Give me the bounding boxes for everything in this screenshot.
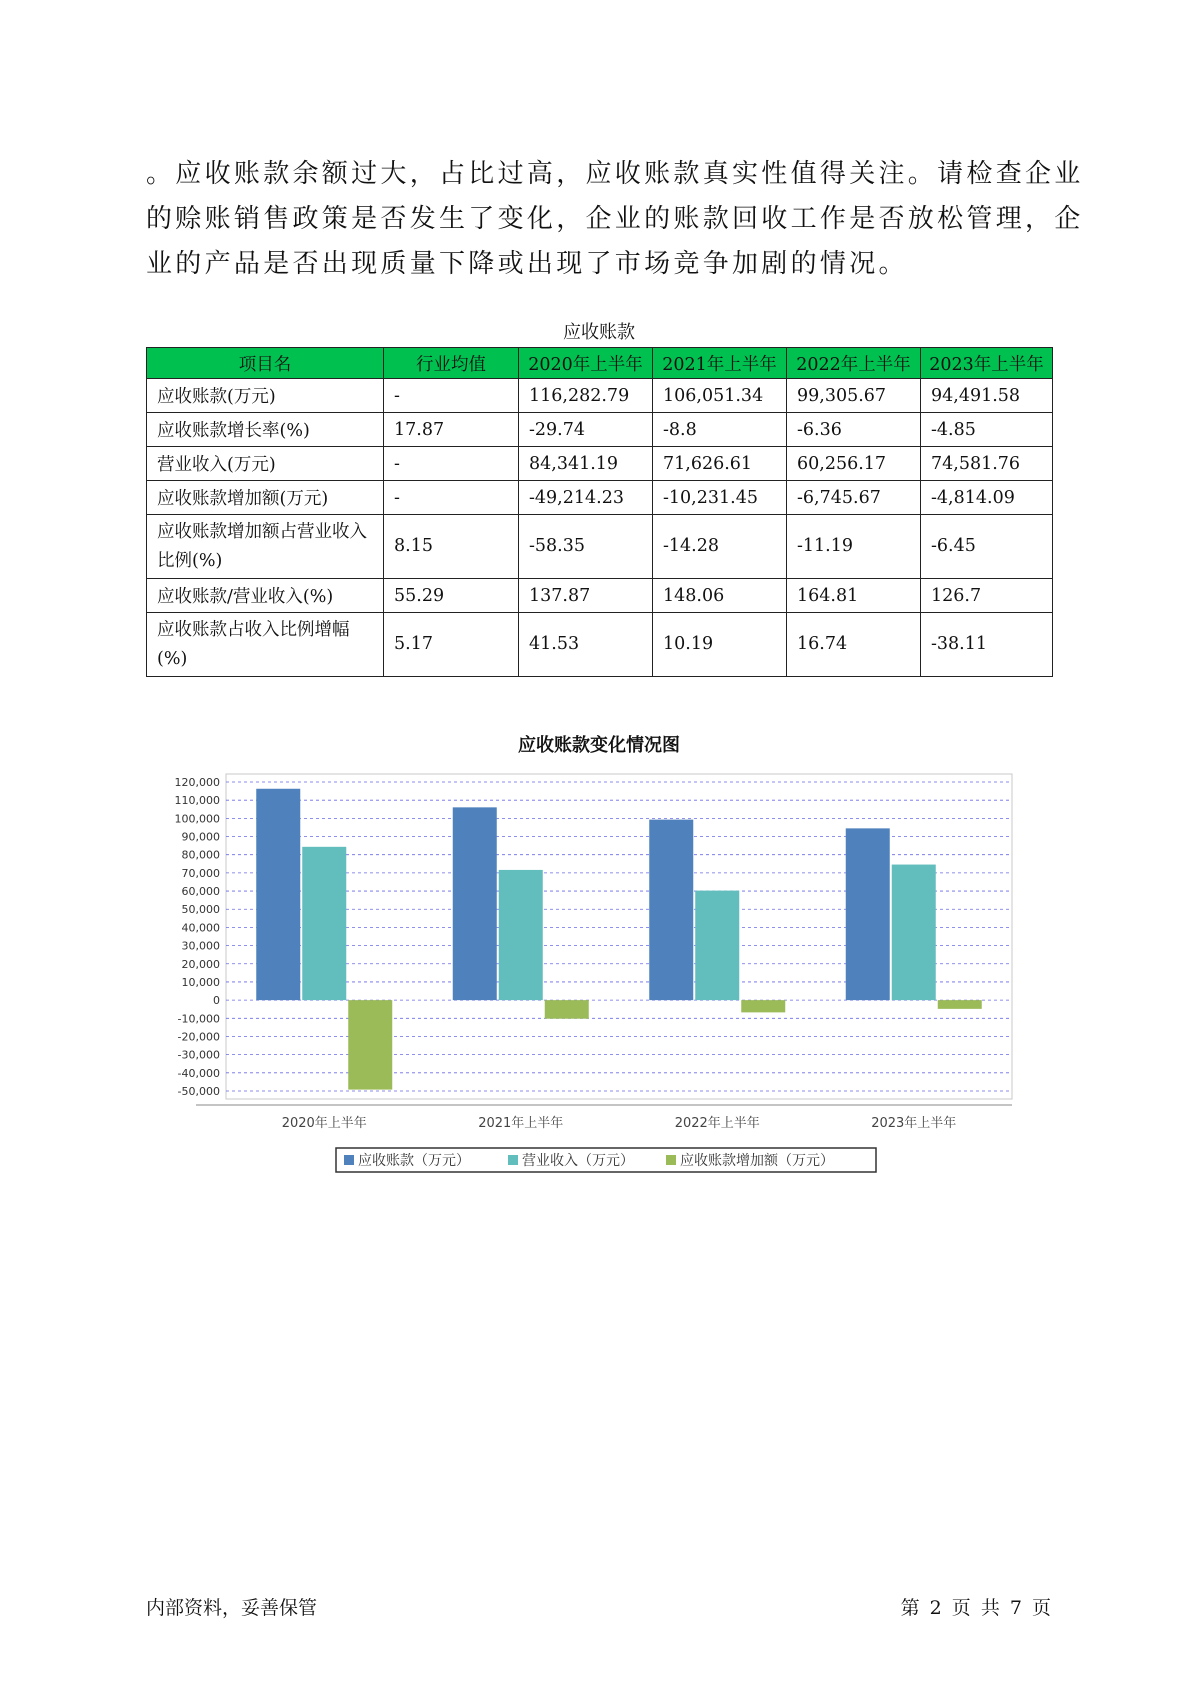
table-header-row — [147, 348, 1053, 379]
table-row — [147, 413, 1053, 447]
y-tick-label: 60,000 — [181, 885, 220, 899]
legend-label: 营业收入（万元） — [522, 1153, 634, 1169]
y-tick-label: -20,000 — [177, 1030, 220, 1044]
table-cell: - — [384, 447, 519, 481]
y-tick-label: 80,000 — [181, 848, 220, 862]
receivables-bar-chart — [146, 760, 1052, 1190]
bar — [256, 789, 300, 1000]
table-cell: -14.28 — [653, 515, 787, 579]
table-cell: 应收账款增加额占营业收入比例(%) — [147, 515, 384, 579]
table-cell: 148.06 — [653, 579, 787, 613]
y-tick-label: -50,000 — [177, 1085, 220, 1098]
x-tick-label: 2020年上半年 — [281, 1116, 367, 1131]
table-caption: 应收账款 — [563, 322, 635, 343]
table-cell: -4.85 — [921, 413, 1053, 447]
receivables-table — [146, 347, 1053, 677]
table-cell: 99,305.67 — [787, 379, 921, 413]
intro-line: 。应收账款余额过大，占比过高，应收账款真实性值得关注。请检查企业 — [146, 159, 1084, 189]
table-cell: 116,282.79 — [519, 379, 653, 413]
table-cell: 55.29 — [384, 579, 519, 613]
table-cell: -11.19 — [787, 515, 921, 579]
intro-paragraph — [146, 152, 1084, 287]
table-cell: 106,051.34 — [653, 379, 787, 413]
bar — [302, 847, 346, 1000]
table-cell: 8.15 — [384, 515, 519, 579]
y-tick-label: 30,000 — [181, 939, 220, 953]
table-row — [147, 613, 1053, 677]
table-cell: 10.19 — [653, 613, 787, 677]
table-row — [147, 579, 1053, 613]
x-tick-label: 2023年上半年 — [871, 1116, 957, 1131]
table-cell: 应收账款/营业收入(%) — [147, 579, 384, 613]
y-tick-label: 120,000 — [174, 776, 220, 789]
table-cell: - — [384, 379, 519, 413]
y-tick-label: -10,000 — [177, 1012, 220, 1026]
table-cell: 71,626.61 — [653, 447, 787, 481]
intro-line: 的赊账销售政策是否发生了变化，企业的账款回收工作是否放松管理，企 — [146, 204, 1084, 234]
table-cell: -6.45 — [921, 515, 1053, 579]
table-cell: -58.35 — [519, 515, 653, 579]
table-cell: 应收账款增长率(%) — [147, 413, 384, 447]
table-cell: 应收账款占收入比例增幅(%) — [147, 613, 384, 677]
table-cell: 应收账款增加额(万元) — [147, 481, 384, 515]
y-tick-label: 50,000 — [181, 903, 220, 917]
table-cell: -38.11 — [921, 613, 1053, 677]
y-tick-label: 0 — [213, 994, 220, 1008]
bar — [892, 865, 936, 1001]
table-cell: 94,491.58 — [921, 379, 1053, 413]
y-tick-label: 10,000 — [181, 975, 220, 989]
bar — [649, 820, 693, 1001]
legend-label: 应收账款（万元） — [358, 1153, 470, 1169]
chart-title: 应收账款变化情况图 — [518, 735, 680, 756]
table-row — [147, 447, 1053, 481]
bar — [695, 891, 739, 1001]
col-header: 项目名 — [147, 348, 384, 379]
table-cell: 应收账款(万元) — [147, 379, 384, 413]
table-cell: -49,214.23 — [519, 481, 653, 515]
y-tick-label: -40,000 — [177, 1066, 220, 1080]
bar — [348, 1000, 392, 1089]
bar — [846, 828, 890, 1000]
page-number: 第 2 页 共 7 页 — [900, 1597, 1051, 1619]
table-cell: -29.74 — [519, 413, 653, 447]
table-cell: -6,745.67 — [787, 481, 921, 515]
y-tick-label: 20,000 — [181, 957, 220, 971]
x-tick-label: 2021年上半年 — [478, 1116, 564, 1131]
intro-line: 业的产品是否出现质量下降或出现了市场竞争加剧的情况。 — [146, 249, 908, 279]
bar — [741, 1000, 785, 1012]
col-header: 2021年上半年 — [653, 348, 787, 379]
y-tick-label: 40,000 — [181, 921, 220, 935]
table-cell: -4,814.09 — [921, 481, 1053, 515]
footer-note: 内部资料，妥善保管 — [146, 1597, 318, 1619]
table-cell: 营业收入(万元) — [147, 447, 384, 481]
table-cell: -10,231.45 — [653, 481, 787, 515]
table-cell: 60,256.17 — [787, 447, 921, 481]
y-tick-label: 70,000 — [181, 866, 220, 880]
bar — [499, 870, 543, 1000]
table-cell: 74,581.76 — [921, 447, 1053, 481]
legend-swatch — [344, 1155, 354, 1165]
table-row — [147, 379, 1053, 413]
table-cell: 41.53 — [519, 613, 653, 677]
bar — [938, 1000, 982, 1009]
table-cell: 17.87 — [384, 413, 519, 447]
table-row — [147, 515, 1053, 579]
col-header: 2020年上半年 — [519, 348, 653, 379]
table-cell: -8.8 — [653, 413, 787, 447]
bar — [545, 1000, 589, 1019]
y-tick-label: 90,000 — [181, 830, 220, 844]
legend-swatch — [666, 1155, 676, 1165]
table-cell: 84,341.19 — [519, 447, 653, 481]
col-header: 2022年上半年 — [787, 348, 921, 379]
table-cell: -6.36 — [787, 413, 921, 447]
legend-swatch — [508, 1155, 518, 1165]
table-cell: - — [384, 481, 519, 515]
col-header: 行业均值 — [384, 348, 519, 379]
y-tick-label: -30,000 — [177, 1048, 220, 1062]
y-tick-label: 110,000 — [174, 794, 220, 808]
table-cell: 16.74 — [787, 613, 921, 677]
y-tick-label: 100,000 — [174, 812, 220, 826]
table-row — [147, 481, 1053, 515]
x-tick-label: 2022年上半年 — [674, 1116, 760, 1131]
table-cell: 137.87 — [519, 579, 653, 613]
table-cell: 164.81 — [787, 579, 921, 613]
table-cell: 5.17 — [384, 613, 519, 677]
col-header: 2023年上半年 — [921, 348, 1053, 379]
legend-label: 应收账款增加额（万元） — [680, 1153, 834, 1169]
bar — [453, 807, 497, 1000]
table-cell: 126.7 — [921, 579, 1053, 613]
